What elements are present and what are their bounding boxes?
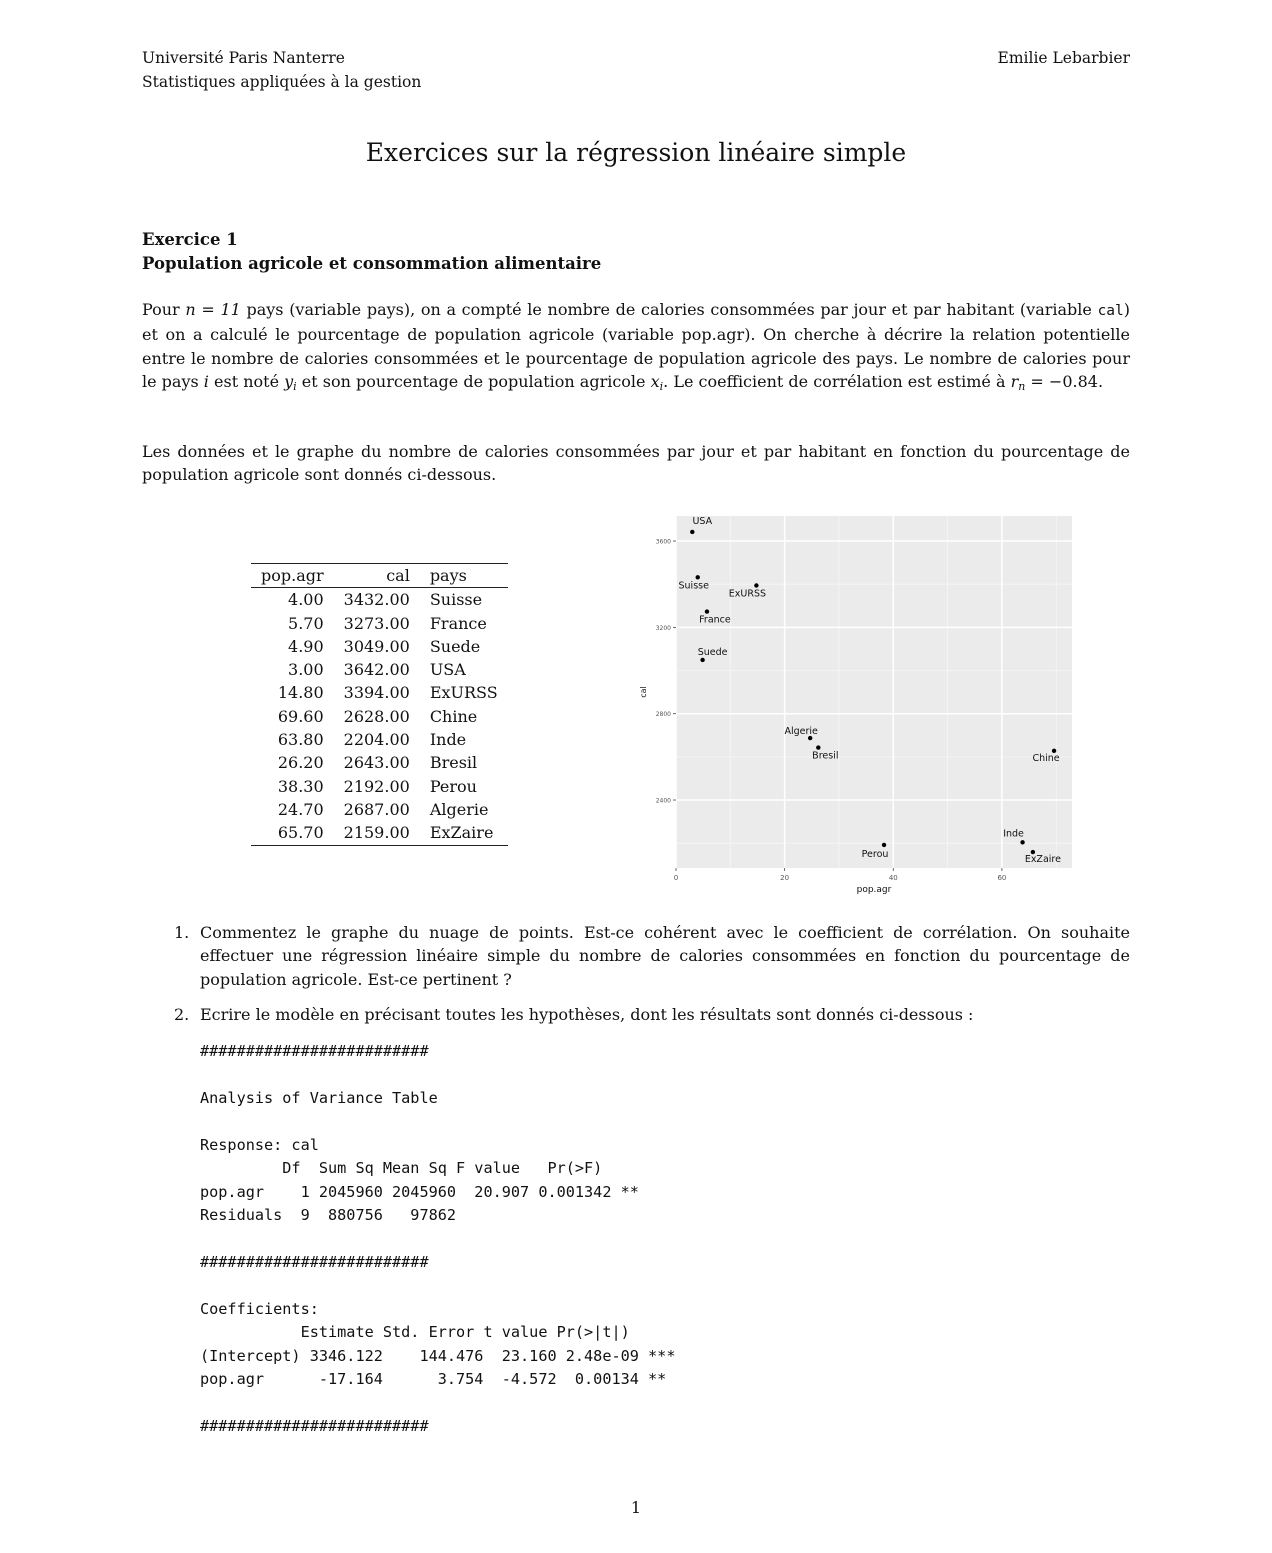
data-point <box>696 575 700 579</box>
cell-pop-agr: 69.60 <box>277 706 324 726</box>
header-left <box>142 46 421 94</box>
y-tick-label: 3600 <box>655 538 671 546</box>
table-row <box>251 658 508 681</box>
cell-cal: 2643.00 <box>343 753 410 773</box>
text-run: est noté <box>208 372 285 392</box>
question-item <box>174 921 1130 991</box>
col-header-pop-agr: pop.agr <box>251 564 334 588</box>
data-table <box>251 563 508 846</box>
table-header-row <box>251 564 508 588</box>
cell-cal: 3273.00 <box>343 613 410 633</box>
point-label: Suisse <box>678 580 709 592</box>
point-label: France <box>699 614 731 626</box>
cell-pays: Inde <box>429 730 467 750</box>
cell-pop-agr: 5.70 <box>288 613 324 633</box>
cell-pays: France <box>429 613 487 633</box>
table-row <box>251 681 508 704</box>
paragraph-intro <box>142 298 1130 399</box>
table-row <box>251 705 508 728</box>
paragraph-data-intro: Les données et le graphe du nombre de calories consommées par jour et par habitant en fonction du pourcentage de population agricole sont donnés ci-dessous. <box>142 442 1130 485</box>
cell-pays: ExZaire <box>420 821 508 845</box>
cell-pays: Perou <box>429 776 477 796</box>
question-text: Commentez le graphe du nuage de points. Est-ce cohérent avec le coefficient de corrélation. On souhaite effectuer une régression linéaire simple du nombre de calories consommées en fonction du pourcentage de population agricole. Est-ce pertinent ? <box>200 923 1130 989</box>
table-row <box>251 775 508 798</box>
text-run: . <box>1097 372 1104 392</box>
point-label: Chine <box>1032 752 1060 764</box>
y-axis-label: cal <box>639 686 648 698</box>
data-point <box>700 658 704 662</box>
cell-cal: 2628.00 <box>343 706 410 726</box>
cell-pop-agr: 3.00 <box>288 660 324 680</box>
question-2 <box>174 1003 1130 1026</box>
text-run: et son pourcentage de population agricole <box>296 372 651 392</box>
math-y-sub: i <box>293 380 297 394</box>
table-row <box>251 751 508 774</box>
cell-pop-agr: 26.20 <box>277 753 324 773</box>
cell-pop-agr: 4.00 <box>288 590 324 610</box>
data-point <box>705 609 709 613</box>
cell-pop-agr: 38.30 <box>277 776 324 796</box>
math-x: x <box>650 372 660 392</box>
math-r-sub: n <box>1018 380 1026 394</box>
cell-pop-agr: 24.70 <box>277 799 324 819</box>
math-r-value: = −0.84 <box>1025 372 1098 392</box>
text-run: ). On cherche à décrire la relation potentielle entre le nombre de calories consommées et le pourcentage de population agricole des pays. Le nombre de calories pour le pays <box>142 325 1130 392</box>
plot-panel <box>676 516 1072 868</box>
math-n: n = 11 <box>185 300 241 319</box>
x-tick-label: 20 <box>780 874 790 882</box>
math-y: y <box>284 372 294 392</box>
cell-cal: 3049.00 <box>343 636 410 656</box>
var-cal: cal <box>1097 303 1124 319</box>
math-r: r <box>1010 372 1019 392</box>
point-label: Suede <box>697 646 728 658</box>
math-x-sub: i <box>659 380 664 394</box>
cell-pop-agr: 63.80 <box>277 730 324 750</box>
table-row <box>251 588 508 612</box>
y-tick-label: 2400 <box>655 797 671 805</box>
question-item <box>174 1003 1130 1026</box>
x-tick-label: 0 <box>673 874 679 882</box>
point-label: Inde <box>1003 828 1024 840</box>
point-label: ExURSS <box>728 588 767 600</box>
var-pays: pays <box>366 300 404 319</box>
cell-pop-agr: 65.70 <box>251 821 334 845</box>
page-number: 1 <box>630 1498 642 1517</box>
cell-pays: ExURSS <box>429 683 498 703</box>
text-run: Pour <box>142 300 186 319</box>
cell-pays: USA <box>429 660 466 680</box>
cell-pays: Algerie <box>429 799 489 819</box>
cell-pays: Suede <box>429 636 481 656</box>
question-1 <box>174 921 1130 991</box>
table-row <box>251 635 508 658</box>
point-label: Algerie <box>784 726 818 738</box>
text-run: pays (variable <box>240 300 367 319</box>
data-point <box>690 530 694 534</box>
point-label: ExZaire <box>1024 854 1061 866</box>
x-tick-label: 60 <box>997 874 1007 882</box>
question-number: 1. <box>174 923 190 942</box>
table-row <box>251 821 508 845</box>
cell-pays: Chine <box>429 706 478 726</box>
cell-pays: Suisse <box>429 590 483 610</box>
cell-cal: 3432.00 <box>343 590 410 610</box>
table-row <box>251 798 508 821</box>
data-point <box>754 583 758 587</box>
math-i: i <box>203 372 209 392</box>
y-tick-label: 3200 <box>655 624 671 632</box>
x-axis-label: pop.agr <box>856 885 892 895</box>
col-header-pays: pays <box>420 564 508 588</box>
cell-cal: 2192.00 <box>343 776 410 796</box>
y-tick-label: 2800 <box>655 711 671 719</box>
cell-cal: 2687.00 <box>343 799 410 819</box>
exercise-subtitle: Population agricole et consommation alimentaire <box>142 254 602 273</box>
exercise-label: Exercice 1 <box>142 230 238 249</box>
header-course: Statistiques appliquées à la gestion <box>142 73 422 91</box>
table-row <box>251 728 508 751</box>
text-run: ), on a compté le nombre de calories consommées par jour et par habitant (variable <box>403 300 1098 319</box>
question-number: 2. <box>174 1005 190 1024</box>
cell-cal: 3642.00 <box>343 660 410 680</box>
data-point <box>816 745 820 749</box>
point-label: USA <box>692 515 713 527</box>
question-text: Ecrire le modèle en précisant toutes les hypothèses, dont les résultats sont donnés ci-dessous : <box>200 1005 974 1024</box>
point-label: Bresil <box>812 750 839 762</box>
cell-pop-agr: 4.90 <box>288 636 324 656</box>
header-university: Université Paris Nanterre <box>142 49 345 67</box>
x-tick-label: 40 <box>888 874 898 882</box>
cell-pop-agr: 14.80 <box>277 683 324 703</box>
cell-cal: 2204.00 <box>343 730 410 750</box>
table-row <box>251 612 508 635</box>
scatter-chart <box>640 510 1080 900</box>
r-output: ######################### Analysis of Variance Table Response: cal Df Sum Sq Mean Sq F value Pr(>F) pop.agr 1 2045960 2045960 20.907 0.001342 ** Residuals 9 880756 97862 ######################### Coefficients: Estimate Std. Error t value Pr(>|t|) (Intercept) 3346.122 144.476 23.160 2.48e-09 *** pop.agr -17.164 3.754 -4.572 0.00134 ** ######################### <box>200 1042 676 1436</box>
point-label: Perou <box>861 848 889 860</box>
page-title: Exercices sur la régression linéaire simple <box>365 138 907 167</box>
header-author: Emilie Lebarbier <box>997 49 1130 67</box>
data-point <box>882 843 886 847</box>
text-run: ) et on a calculé le pourcentage de population agricole (variable <box>142 300 1131 345</box>
data-point <box>1020 840 1024 844</box>
cell-cal: 3394.00 <box>343 683 410 703</box>
text-run: . Le coefficient de corrélation est estimé à <box>663 372 1011 392</box>
var-pop-agr: pop.agr <box>681 325 745 345</box>
cell-pays: Bresil <box>429 753 478 773</box>
cell-cal: 2159.00 <box>334 821 420 845</box>
col-header-cal: cal <box>334 564 420 588</box>
exercise-heading <box>142 228 601 276</box>
